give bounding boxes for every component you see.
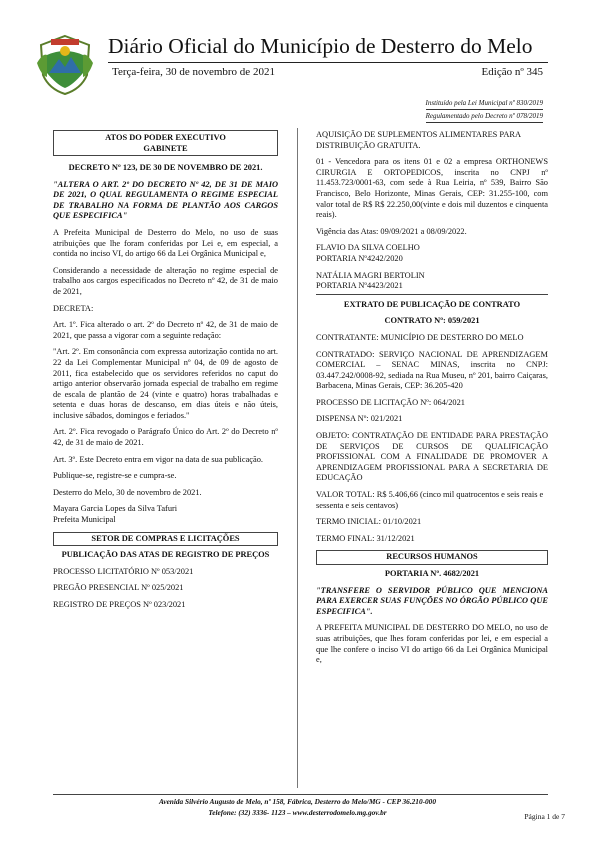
institution-line-2: Regulamentado pelo Decreto nº 078/2019 — [426, 110, 543, 123]
decree-paragraph-1: A Prefeita Municipal de Desterro do Melo, no uso de suas atribuições que lhe foram conferidas por Lei e, em especial, a contida no inciso VI, do artigo 66 da Lei Orgânica Municipal e, — [53, 227, 278, 259]
auction-number: PREGÃO PRESENCIAL Nº 025/2021 — [53, 583, 184, 593]
supplements-subject: AQUISIÇÃO DE SUPLEMENTOS ALIMENTARES PARA DISTRIBUIÇÃO GRATUITA. — [316, 130, 521, 150]
footer-address: Avenida Silvério Augusto de Melo, nº 158, Fábrica, Desterro do Melo/MG - CEP 36.210-000 — [159, 797, 436, 806]
municipal-crest-icon — [33, 33, 97, 97]
decree-paragraph-8: Publique-se, registre-se e cumpra-se. — [53, 471, 177, 481]
edition-number: Edição nº 345 — [481, 66, 543, 78]
contract-extract-title: EXTRATO DE PUBLICAÇÃO DE CONTRATO — [343, 299, 521, 309]
ordinance-paragraph-1: A PREFEITA MUNICIPAL DE DESTERRO DO MELO, no uso de suas atribuições, que lhes foram conferidas por lei, e em especial a que lhe confere o inciso VI do artigo 66 da Lei Orgânica Municipal e, — [316, 623, 548, 665]
section-executive-heading — [53, 130, 278, 156]
ordinance-title: PORTARIA Nº. 4682/2021 — [384, 569, 480, 578]
footer-contact: Telefone: (32) 3336- 1123 – www.desterrodomelo.mg.gov.br — [208, 808, 387, 817]
contracted-party: CONTRATADO: SERVIÇO NACIONAL DE APRENDIZAGEM COMERCIAL – SENAC MINAS, inscrita no CNPJ: 03.447.242/0008-92, sediada na Rua Museu, nº 201, bairro Caiçaras, Barbacena, Minas Gerais, CEP: 36.205-420 — [316, 349, 548, 391]
waiver-number: DISPENSA Nº: 021/2021 — [316, 414, 403, 424]
footer — [0, 796, 595, 818]
signer-1-name: FLAVIO DA SILVA COELHO — [316, 243, 420, 253]
section-executive-title: ATOS DO PODER EXECUTIVO — [105, 133, 226, 142]
contract-object: OBJETO: CONTRATAÇÃO DE ENTIDADE PARA PRESTAÇÃO DE SERVIÇOS DE CURSOS DE QUALIFICAÇÃO PROFISSIONAL COM A FINALIDADE DE PROMOVER A APRENDIZAGEM PROFISSIONAL PARA A SECRETARIA DE EDUCAÇÃO — [316, 431, 548, 483]
section-hr-heading: RECURSOS HUMANOS — [316, 550, 548, 565]
signer-2-name: NATÁLIA MAGRI BERTOLIN — [316, 270, 425, 280]
decree-paragraph-4: Art. 1º. Fica alterado o art. 2º do Decreto nº 42, de 31 de maio de 2021, que passa a vigorar com a seguinte redação: — [53, 320, 278, 340]
publication-title: PUBLICAÇÃO DAS ATAS DE REGISTRO DE PREÇOS — [61, 550, 270, 560]
title-divider — [108, 62, 548, 63]
right-column — [316, 130, 548, 672]
decree-title: DECRETO Nº 123, DE 30 DE NOVEMBRO DE 2021. — [68, 163, 263, 172]
licitation-process: PROCESSO DE LICITAÇÃO Nº: 064/2021 — [316, 397, 465, 407]
minutes-validity: Vigência das Atas: 09/09/2021 a 08/09/2022. — [316, 226, 467, 236]
issue-date: Terça-feira, 30 de novembro de 2021 — [112, 66, 275, 78]
section-executive-subtitle: GABINETE — [143, 144, 188, 153]
price-registry-number: REGISTRO DE PREÇOS Nº 023/2021 — [53, 600, 186, 609]
decree-paragraph-3: DECRETA: — [53, 303, 94, 313]
signer-2-ordinance: PORTARIA Nº4423/2021 — [316, 281, 548, 295]
page-title: Diário Oficial do Município de Desterro do Melo — [108, 34, 533, 58]
institution-note — [426, 97, 543, 123]
ordinance-ementa: "TRANSFERE O SERVIDOR PÚBLICO QUE MENCIONA PARA EXERCER SUAS FUNÇÕES NO ÓRGÃO PÚBLICO QUE ESPECIFICA". — [316, 585, 548, 616]
signatory-role: Prefeita Municipal — [53, 515, 116, 525]
decree-paragraph-9: Desterro do Melo, 30 de novembro de 2021. — [53, 487, 202, 497]
section-purchasing-heading: SETOR DE COMPRAS E LICITAÇÕES — [53, 532, 278, 547]
contract-number: CONTRATO Nº: 059/2021 — [384, 316, 480, 326]
contracting-party: CONTRATANTE: MUNICÍPIO DE DESTERRO DO MELO — [316, 332, 524, 342]
institution-line-1: Instituído pela Lei Municipal nº 830/2019 — [426, 97, 543, 110]
decree-paragraph-5: "Art. 2º. Em consonância com expressa autorização contida no art. 22 da Lei Complementar Municipal nº 04, de 09 de agosto de 2011, fica estabelecido que os servidores referidos no caput do artigo anterior observarão jornada especial de trabalho em regime de escala de plantão de 24 (vinte e quatro) horas trabalhadas e setenta e duas horas de descanso, em dias úteis e não úteis, inclusive sábados, domingos e feriados." — [53, 347, 278, 420]
decree-ementa: "ALTERA O ART. 2º DO DECRETO Nº 42, DE 31 DE MAIO DE 2021, O QUAL REGULAMENTA O REGIME ESPECIAL DE TRABALHO NA FORMA DE PLANTÃO AOS CARGOS QUE ESPECIFICA" — [53, 179, 278, 221]
signer-1-ordinance: PORTARIA Nº4242/2020 — [316, 253, 403, 263]
header — [0, 0, 595, 120]
left-column — [53, 130, 278, 617]
page-number: Página 1 de 7 — [524, 812, 565, 821]
column-divider — [297, 128, 298, 788]
start-term: TERMO INICIAL: 01/10/2021 — [316, 517, 422, 527]
winning-company: 01 - Vencedora para os itens 01 e 02 a empresa ORTHONEWS CIRURGIA E ORTOPEDICOS, inscrita no CNPJ nº 11.453.723/0001-63, com sede à Rua Leiria, nº 539, Bairro São Francisco, Belo Horizonte, Minas Gerais, CEP: 31.255-100, com valor total de R$ R$ 22.250,00(vinte e dois mil duzentos e cinquenta reais). — [316, 157, 548, 220]
total-value: VALOR TOTAL: R$ 5.406,66 (cinco mil quatrocentos e seis reais e sessenta e seis centavos) — [316, 490, 544, 510]
end-term: TERMO FINAL: 31/12/2021 — [316, 533, 415, 543]
decree-paragraph-2: Considerando a necessidade de alteração no regime especial de trabalho aos cargos especificados no Decreto nº 42, de 31 de maio de 2021, — [53, 265, 278, 296]
bidding-process: PROCESSO LICITATÓRIO Nº 053/2021 — [53, 566, 194, 576]
signatory-name: Mayara Garcia Lopes da Silva Tafuri — [53, 504, 178, 514]
footer-divider — [53, 794, 548, 795]
decree-paragraph-7: Art. 3º. Este Decreto entra em vigor na data de sua publicação. — [53, 454, 264, 464]
decree-paragraph-6: Art. 2º. Fica revogado o Parágrafo Único do Art. 2º do Decreto nº 42, de 31 de maio de 2021. — [53, 427, 278, 448]
